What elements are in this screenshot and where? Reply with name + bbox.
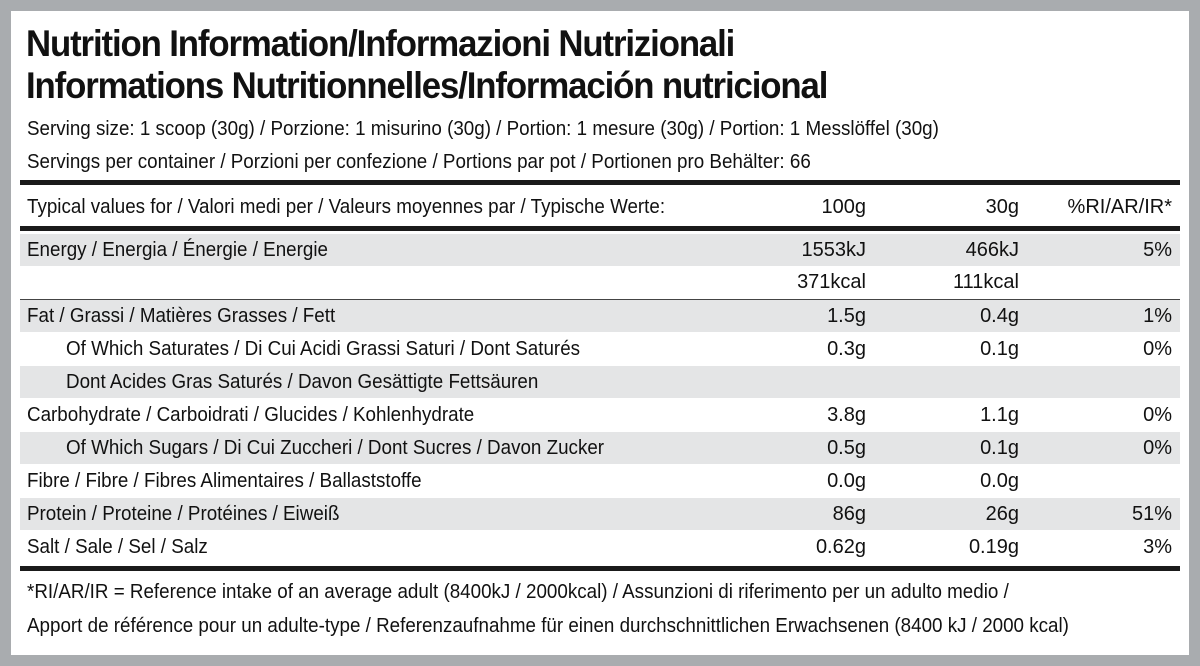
table-row [20,432,1180,464]
value-ri: 5% [1143,239,1172,261]
value-per-100g: 0.5g [827,437,866,459]
value-per-30g: 466kJ [965,239,1019,261]
value-per-30g: 0.0g [980,470,1019,492]
value-ri: 51% [1131,503,1172,525]
value-ri: 1% [1143,305,1172,327]
nutrient-name: Salt / Sale / Sel / Salz [27,536,208,558]
nutrient-name: Fibre / Fibre / Fibres Alimentaires / Ballaststoffe [27,470,422,492]
footnote-line-1: *RI/AR/IR = Reference intake of an average adult (8400kJ / 2000kcal) / Assunzioni di riferimento per un adulto medio / [27,581,1009,603]
table-row [20,333,1180,365]
value-per-100g: 86g [832,503,866,525]
value-per-100g: 1553kJ [801,239,866,261]
value-per-30g: 0.1g [980,338,1019,360]
value-ri: 3% [1143,536,1172,558]
bottom-thick-rule [20,566,1180,571]
table-row [20,234,1180,266]
table-row [20,498,1180,530]
value-per-100g: 1.5g [827,305,866,327]
title-line-1: Nutrition Information/Informazioni Nutrizionali [26,23,735,64]
table-row [20,366,1180,398]
table-row [20,266,1180,298]
value-per-100g: 0.3g [827,338,866,360]
table-row [20,531,1180,563]
nutrient-name: Dont Acides Gras Saturés / Davon Gesättigte Fettsäuren [66,371,539,393]
header-30g: 30g [985,196,1019,218]
header-ri: %RI/AR/IR* [1067,196,1172,218]
nutrient-name: Carbohydrate / Carboidrati / Glucides / Kohlenhydrate [27,404,475,426]
value-per-100g: 3.8g [827,404,866,426]
value-per-30g: 26g [985,503,1019,525]
nutrient-name: Of Which Saturates / Di Cui Acidi Grassi Saturi / Dont Saturés [66,338,581,360]
value-per-100g: 0.0g [827,470,866,492]
value-per-30g: 111kcal [953,271,1019,293]
table-row [20,399,1180,431]
value-ri: 0% [1143,338,1172,360]
value-per-30g: 1.1g [980,404,1019,426]
servings-per-container: Servings per container / Porzioni per confezione / Portions par pot / Portionen pro Behälter: 66 [27,151,811,173]
table-row [20,300,1180,332]
value-per-30g: 0.1g [980,437,1019,459]
nutrient-name: Energy / Energia / Énergie / Energie [27,239,328,261]
header-100g: 100g [821,196,866,218]
value-per-100g: 0.62g [815,536,866,558]
value-per-100g: 371kcal [797,271,866,293]
header-label: Typical values for / Valori medi per / Valeurs moyennes par / Typische Werte: [27,196,666,218]
header-thick-rule [20,226,1180,231]
table-row [20,465,1180,497]
value-ri: 0% [1143,437,1172,459]
top-thick-rule [20,180,1180,185]
title-line-2: Informations Nutritionnelles/Información nutricional [26,65,828,106]
value-ri: 0% [1143,404,1172,426]
nutrient-name: Fat / Grassi / Matières Grasses / Fett [27,305,336,327]
table-header-row [20,191,1180,223]
nutrient-name: Of Which Sugars / Di Cui Zuccheri / Dont Sucres / Davon Zucker [66,437,605,459]
nutrient-name: Protein / Proteine / Protéines / Eiweiß [27,503,340,525]
footnote-line-2: Apport de référence pour un adulte-type / Referenzaufnahme für einen durchschnittlichen Erwachsenen (8400 kJ / 2000 kcal) [27,615,1069,637]
value-per-30g: 0.4g [980,305,1019,327]
serving-size: Serving size: 1 scoop (30g) / Porzione: 1 misurino (30g) / Portion: 1 mesure (30g) / Portion: 1 Messlöffel (30g) [27,118,939,140]
value-per-30g: 0.19g [968,536,1019,558]
